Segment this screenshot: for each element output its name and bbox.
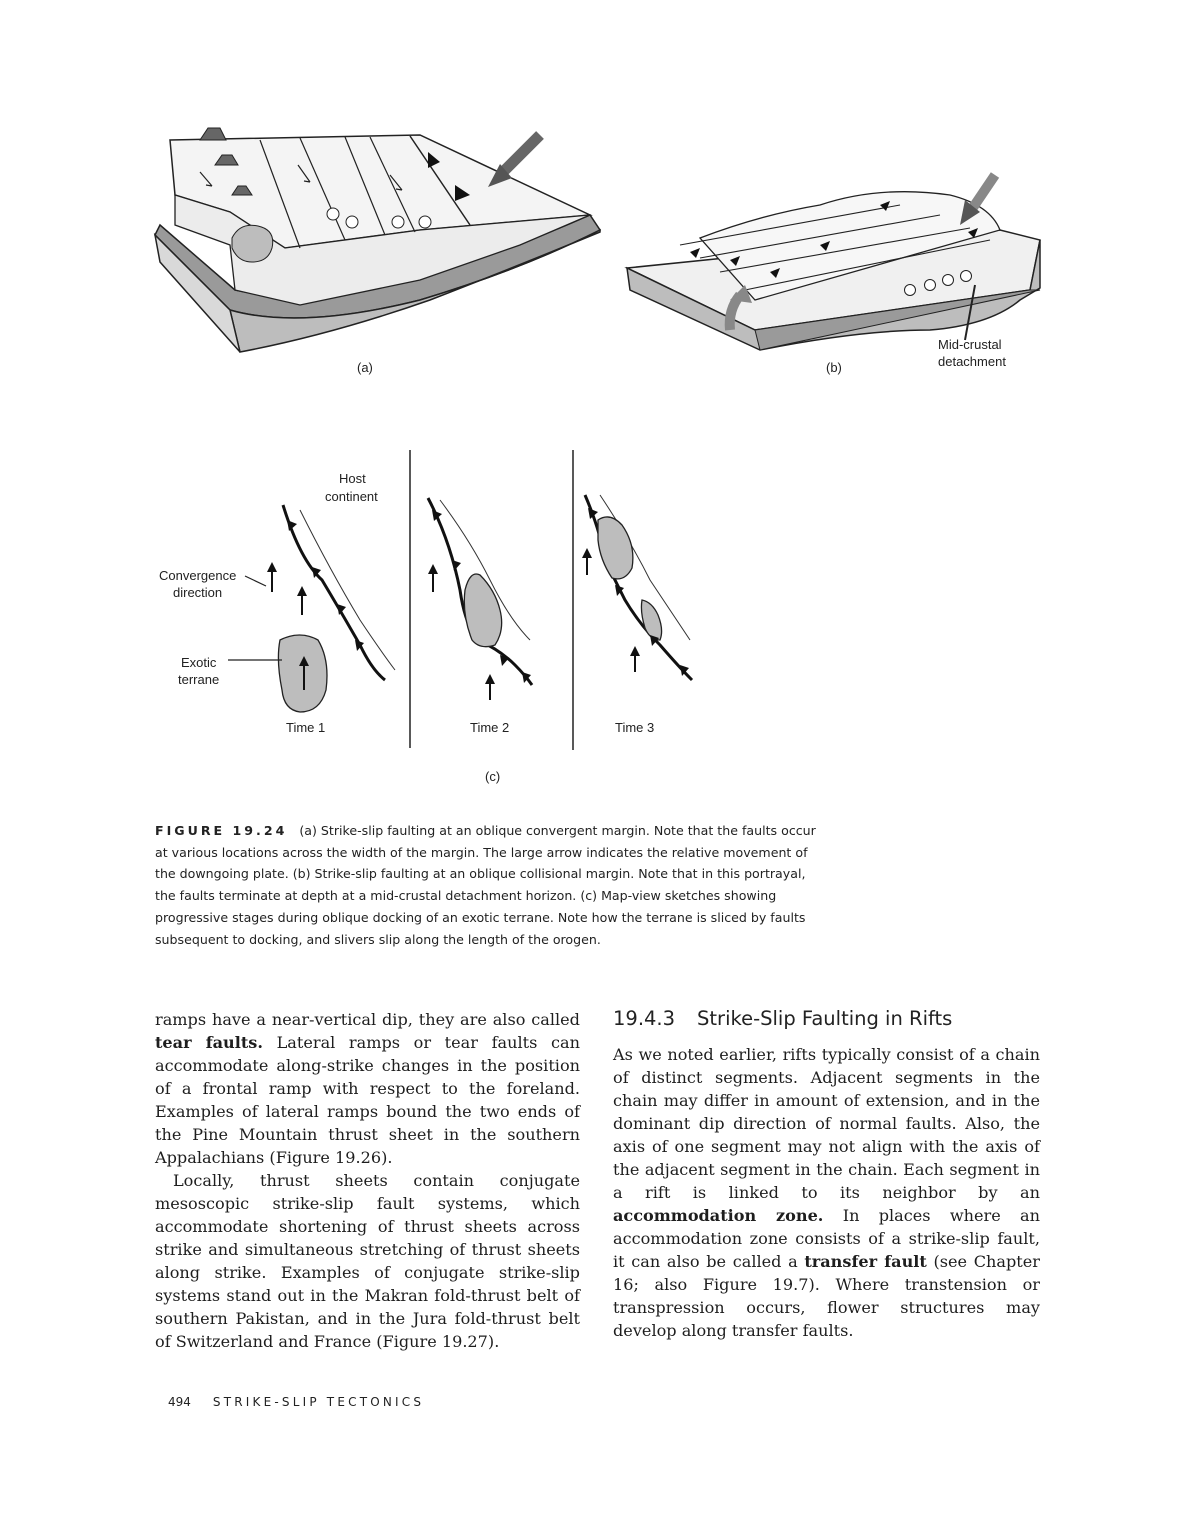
term-transfer-fault: transfer fault <box>804 1252 927 1271</box>
page-footer <box>168 1395 424 1409</box>
section-heading <box>613 1007 952 1030</box>
panel-a-label: (a) <box>357 360 373 375</box>
page-number: 494 <box>168 1395 191 1409</box>
figure-caption-label: FIGURE 19.24 <box>155 823 288 838</box>
left-paragraph-2: Locally, thrust sheets contain conjugate mesoscopic strike-slip fault systems, which accommodate shortening of thrust sheets across strike and simultaneous stretching of thrust sheets along strike. Examples of conjugate strike-slip systems stand out in the Makran fold-thrust belt of southern Pakistan, and in the Jura fold-thrust belt of Switzerland and France (Figure 19.27). <box>155 1171 580 1351</box>
text-run: In places where an accommodation zone consists of a strike-slip fault, it can also be called a <box>613 1206 1040 1271</box>
figure-caption <box>155 820 830 950</box>
left-paragraph-1 <box>155 1008 580 1169</box>
text-run: ramps have a near-vertical dip, they are also called <box>155 1010 580 1029</box>
running-head: STRIKE-SLIP TECTONICS <box>212 1395 425 1409</box>
section-title: Strike-Slip Faulting in Rifts <box>697 1007 953 1030</box>
host-label-1: Host <box>339 471 366 486</box>
right-paragraph-1 <box>613 1043 1040 1342</box>
panel-c-map-sketches <box>228 450 692 750</box>
mid-crustal-label: Mid-crustal <box>938 337 1002 352</box>
time-2-label: Time 2 <box>470 720 510 735</box>
exotic-label-1: Exotic <box>181 655 217 670</box>
panel-c-label: (c) <box>485 769 501 784</box>
text-run: (see Chapter 16; also Figure 19.7). Where transtension or transpression occurs, flower structures may develop along transfer faults. <box>613 1252 1040 1340</box>
convergence-label-2: direction <box>173 585 223 600</box>
time-3-label: Time 3 <box>615 720 655 735</box>
host-label-2: continent <box>325 489 378 504</box>
panel-b-block-diagram <box>627 175 1040 350</box>
right-column <box>613 1043 1040 1342</box>
detachment-label: detachment <box>938 354 1006 369</box>
exotic-label-2: terrane <box>178 672 220 687</box>
text-run: Lateral ramps or tear faults can accommodate along-strike changes in the position of a frontal ramp with respect to the foreland. Examples of lateral ramps bound the two ends of the Pine Mountain thrust sheet in the southern Appalachians (Figure 19.26). <box>155 1033 580 1167</box>
panel-a-block-diagram <box>155 128 600 352</box>
convergence-label-1: Convergence <box>159 568 237 583</box>
section-number: 19.4.3 <box>613 1007 676 1030</box>
term-tear-faults: tear faults. <box>155 1033 263 1052</box>
left-column <box>155 1008 580 1353</box>
figure-caption-text: (a) Strike-slip faulting at an oblique convergent margin. Note that the faults occur at various locations across the width of the margin. The large arrow indicates the relative movement of the downgoing plate. (b) Strike-slip faulting at an oblique collisional margin. Note that in this portrayal, the faults terminate at depth at a mid-crustal detachment horizon. (c) Map-view sketches showing progressive stages during oblique docking of an exotic terrane. Note how the terrane is sliced by faults subsequent to docking, and slivers slip along the length of the orogen. <box>155 823 816 947</box>
term-accommodation-zone: accommodation zone. <box>613 1206 824 1225</box>
text-run: As we noted earlier, rifts typically consist of a chain of distinct segments. Adjacent segments in the chain may differ in amount of extension, and in the dominant dip direction of normal faults. Also, the axis of one segment may not align with the axis of the adjacent segment in the chain. Each segment in a rift is linked to its neighbor by an <box>613 1045 1040 1202</box>
panel-b-label: (b) <box>826 360 842 375</box>
time-1-label: Time 1 <box>286 720 326 735</box>
